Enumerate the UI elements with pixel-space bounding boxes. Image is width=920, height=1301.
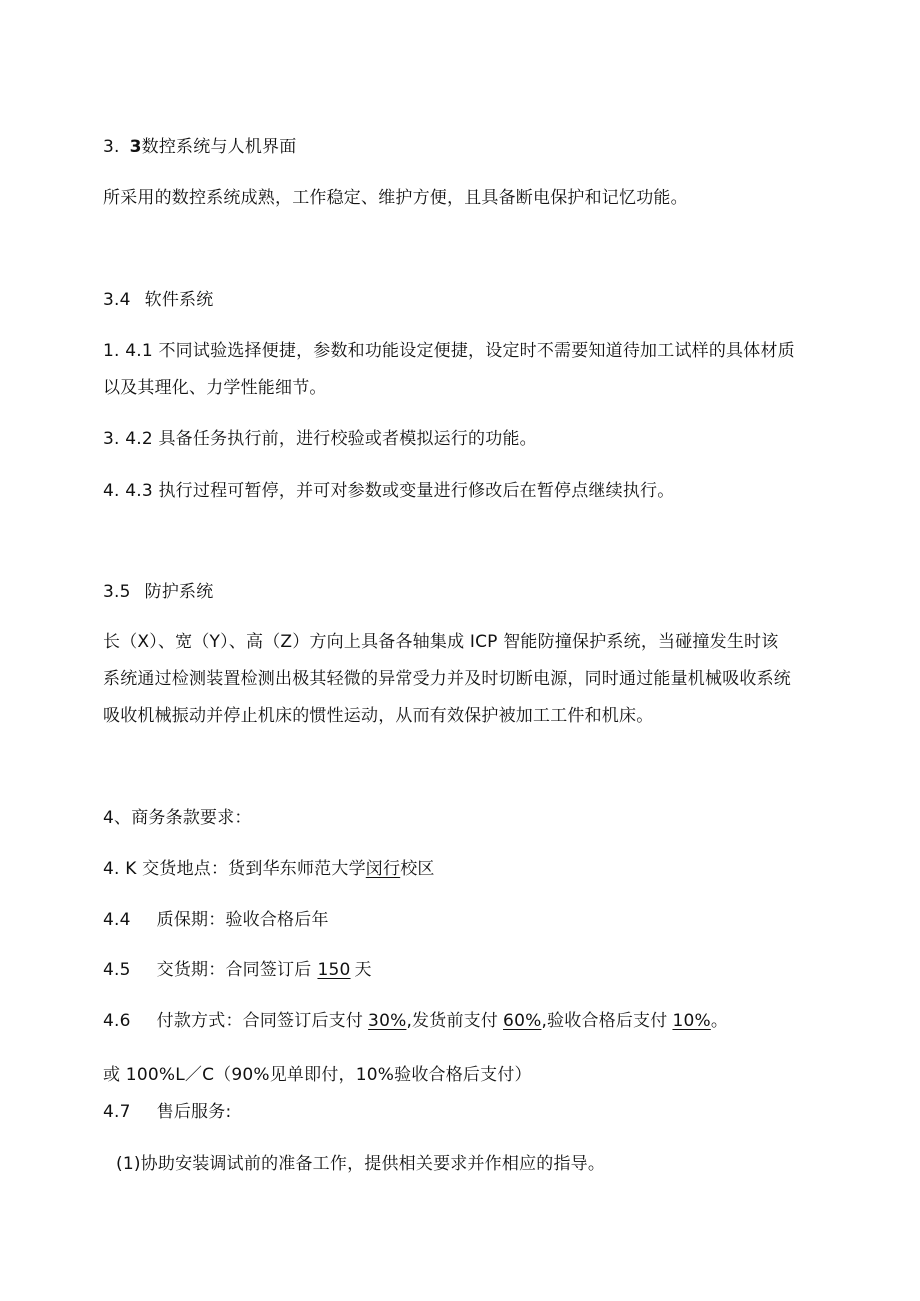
section-3-5-heading [103,580,213,604]
section-4-after-sales-item-1: (1)协助安装调试前的准备工作，提供相关要求并作相应的指导。 [116,1154,606,1174]
section-4-delivery-location [103,857,435,881]
service-text: 售后服务: [156,1102,232,1122]
delivery-campus-underlined: 闵行 [365,859,401,879]
section-3-5-paragraph-line-2: 系统通过检测装置检测出极其轻微的异常受力并及时切断电源，同时通过能量机械吸收系统 [103,669,791,689]
heading-text: 数控系统与人机界面 [141,137,297,157]
section-4-after-sales [103,1100,231,1124]
heading-number-bold: 3 [129,137,142,157]
payment-text-a: 付款方式：合同签订后支付 [156,1011,364,1031]
section-3-5-paragraph-line-3: 吸收机械振动并停止机床的惯性运动，从而有效保护被加工工件和机床。 [103,706,654,726]
section-3-4-item-1-line-1: 1. 4.1 不同试验选择便捷，参数和功能设定便捷，设定时不需要知道待加工试样的具体材质 [103,341,795,361]
heading-text: 防护系统 [144,582,214,602]
service-number: 4.7 [103,1102,131,1122]
section-4-payment [103,1009,728,1033]
period-days-underlined: 150 [317,960,351,980]
section-3-4-item-1-line-2: 以及其理化、力学性能细节。 [103,378,327,398]
period-number: 4.5 [103,960,131,980]
section-4-heading: 4、商务条款要求： [103,808,252,828]
delivery-prefix: 4. K 交货地点：货到华东师范大学 [103,859,366,879]
section-3-3-paragraph: 所采用的数控系统成熟，工作稳定、维护方便，且具备断电保护和记忆功能。 [103,188,688,208]
section-3-4-item-2: 3. 4.2 具备任务执行前，进行校验或者模拟运行的功能。 [103,429,537,449]
payment-text-d: 。 [710,1011,729,1031]
section-3-5-paragraph-line-1: 长（X）、宽（Y）、高（Z）方向上具备各轴集成 ICP 智能防撞保护系统，当碰撞发生时该 [103,632,779,652]
heading-text: 软件系统 [144,290,214,310]
section-4-delivery-period [103,958,372,982]
section-3-4-heading [103,288,213,312]
section-3-4-item-3: 4. 4.3 执行过程可暂停，并可对参数或变量进行修改后在暂停点继续执行。 [103,481,675,501]
period-suffix: 天 [354,960,372,980]
warranty-text: 质保期：验收合格后年 [156,910,329,930]
delivery-suffix: 校区 [400,859,435,879]
payment-pct-1: 30% [368,1011,407,1031]
payment-pct-2: 60% [503,1011,542,1031]
section-4-alt-payment: 或 100%L／C（90%见单即付，10%验收合格后支付） [103,1065,532,1085]
payment-text-c: ,验收合格后支付 [541,1011,668,1031]
heading-number: 3. [103,137,120,157]
section-3-3-heading [103,135,296,159]
period-prefix: 交货期：合同签订后 [156,960,312,980]
payment-pct-3: 10% [672,1011,711,1031]
payment-number: 4.6 [103,1011,131,1031]
warranty-number: 4.4 [103,910,131,930]
heading-number: 3.4 [103,290,131,310]
heading-number: 3.5 [103,582,131,602]
payment-text-b: ,发货前支付 [406,1011,499,1031]
section-4-warranty [103,908,329,932]
